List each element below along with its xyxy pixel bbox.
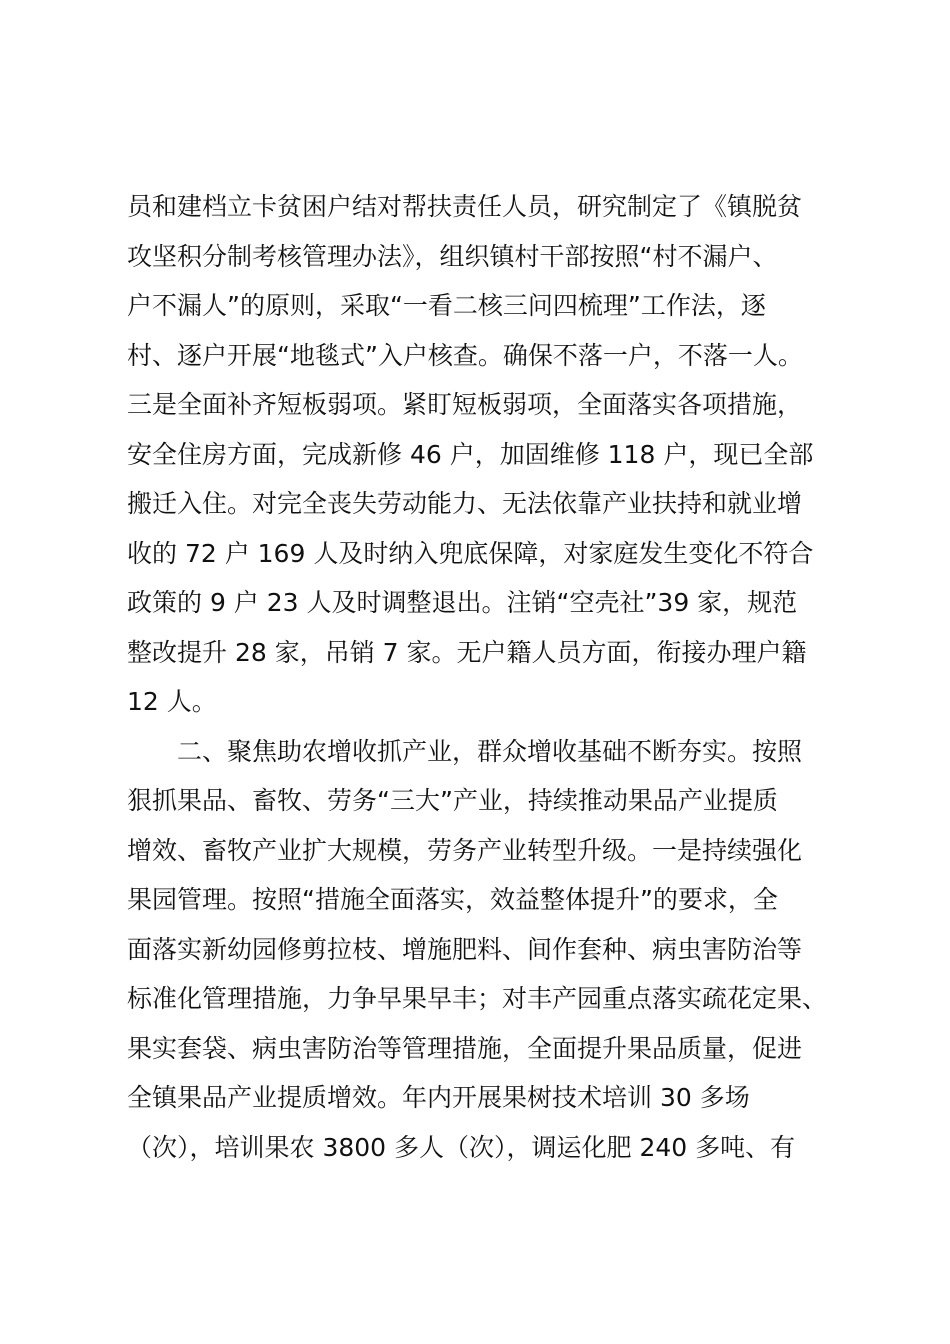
text-line: 搬迁入住。对完全丧失劳动能力、无法依靠产业扶持和就业增 <box>127 489 803 518</box>
section-heading-line: 二、聚焦助农增收抓产业，群众增收基础不断夯实。按照 <box>127 736 803 766</box>
text-line: 村、逐户开展“地毯式”入户核查。确保不落一户，不落一人。 <box>127 340 803 370</box>
text-line: 三是全面补齐短板弱项。紧盯短板弱项，全面落实各项措施， <box>127 390 803 419</box>
text-line: 户不漏人”的原则，采取“一看二核三问四梳理”工作法，逐 <box>127 291 766 320</box>
text-line: 果园管理。按照“措施全面落实，效益整体提升”的要求，全 <box>127 885 778 914</box>
text-line: 员和建档立卡贫困户结对帮扶责任人员，研究制定了《镇脱贫 <box>127 192 803 221</box>
text-line: 整改提升 28 家，吊销 7 家。无户籍人员方面，衔接办理户籍 <box>127 637 807 667</box>
text-line: 标准化管理措施，力争早果早丰；对丰产园重点落实疏花定果、 <box>127 984 828 1013</box>
text-line: （次），培训果农 3800 多人（次），调运化肥 240 多吨、有 <box>127 1132 796 1162</box>
text-line: 全镇果品产业提质增效。年内开展果树技术培训 30 多场 <box>127 1083 750 1112</box>
text-line: 12 人。 <box>127 687 217 716</box>
text-line: 增效、畜牧产业扩大规模，劳务产业转型升级。一是持续强化 <box>127 835 803 865</box>
text-line: 果实套袋、病虫害防治等管理措施，全面提升果品质量，促进 <box>127 1033 803 1063</box>
text-line: 狠抓果品、畜牧、劳务“三大”产业，持续推动果品产业提质 <box>127 786 778 815</box>
text-line: 攻坚积分制考核管理办法》，组织镇村干部按照“村不漏户、 <box>127 241 778 271</box>
body-text <box>127 182 857 1172</box>
text-line: 政策的 9 户 23 人及时调整退出。注销“空壳社”39 家，规范 <box>127 588 798 617</box>
text-line: 收的 72 户 169 人及时纳入兜底保障，对家庭发生变化不符合 <box>127 538 814 568</box>
text-line: 面落实新幼园修剪拉枝、增施肥料、间作套种、病虫害防治等 <box>127 934 803 964</box>
text-line: 安全住房方面，完成新修 46 户，加固维修 118 户，现已全部 <box>127 439 814 469</box>
